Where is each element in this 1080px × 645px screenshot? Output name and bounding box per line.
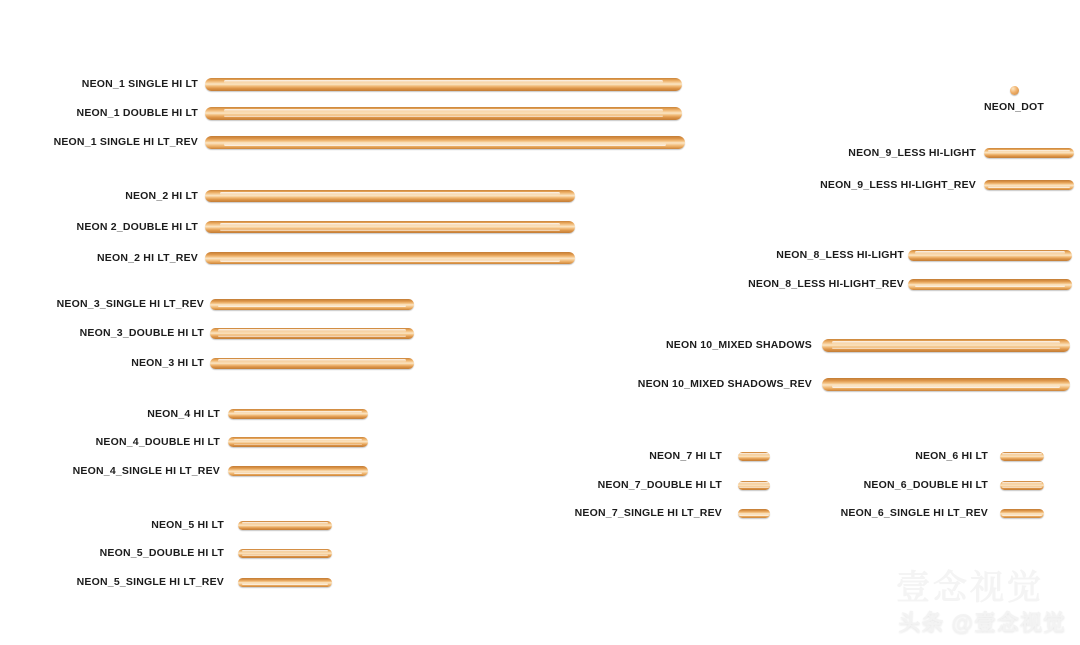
swatch-bar-fill <box>908 279 1072 290</box>
swatch-bar-fill <box>228 409 368 419</box>
watermark-ghost-text: 壹念视觉 <box>896 569 1044 607</box>
swatch-row[interactable] <box>66 354 204 372</box>
swatch-bar-fill <box>984 180 1074 190</box>
swatch-bar[interactable] <box>228 437 368 447</box>
swatch-bar[interactable] <box>210 358 414 369</box>
swatch-row-label: NEON_7_DOUBLE HI LT <box>597 479 722 491</box>
swatch-bar-fill <box>1000 509 1044 518</box>
swatch-bar-fill <box>238 549 332 558</box>
swatch-bar-fill <box>205 107 682 120</box>
swatch-row-label: NEON_2 HI LT <box>125 190 198 202</box>
swatch-row[interactable] <box>60 187 198 205</box>
swatch-bar-fill <box>205 252 575 264</box>
swatch-row-label: NEON_4_SINGLE HI LT_REV <box>72 465 220 477</box>
swatch-row[interactable] <box>40 573 224 591</box>
swatch-row-label: NEON_6_SINGLE HI LT_REV <box>840 507 988 519</box>
swatch-row-label: NEON_9_LESS HI-LIGHT <box>848 147 976 159</box>
neon-dot-icon <box>1010 86 1019 95</box>
swatch-bar-fill <box>822 339 1070 352</box>
swatch-bar-fill <box>238 521 332 530</box>
swatch-row[interactable] <box>56 544 224 562</box>
swatch-row[interactable] <box>582 447 722 465</box>
swatch-row[interactable] <box>826 476 988 494</box>
swatch-row-label: NEON_5_DOUBLE HI LT <box>99 547 224 559</box>
swatch-bar[interactable] <box>205 252 575 264</box>
swatch-bar[interactable] <box>984 148 1074 158</box>
swatch-bar-fill <box>984 148 1074 158</box>
swatch-bar[interactable] <box>908 279 1072 290</box>
swatch-row-label: NEON_9_LESS HI-LIGHT_REV <box>820 179 976 191</box>
swatch-row-label: NEON_3_SINGLE HI LT_REV <box>56 298 204 310</box>
swatch-bar[interactable] <box>738 509 770 518</box>
swatch-bar-fill <box>738 481 770 490</box>
swatch-row[interactable] <box>812 504 988 522</box>
swatch-row-label: NEON_4 HI LT <box>147 408 220 420</box>
swatch-bar[interactable] <box>210 328 414 339</box>
swatch-row[interactable] <box>570 476 722 494</box>
swatch-bar[interactable] <box>238 549 332 558</box>
swatch-bar[interactable] <box>205 136 685 149</box>
swatch-row[interactable] <box>740 246 904 264</box>
swatch-bar[interactable] <box>228 466 368 476</box>
swatch-row[interactable] <box>722 275 904 293</box>
swatch-row[interactable] <box>36 462 220 480</box>
swatch-row-label: NEON_7 HI LT <box>649 450 722 462</box>
watermark-brand-label: 头条 @壹念视觉 <box>898 610 1066 635</box>
swatch-row[interactable] <box>44 324 204 342</box>
swatch-bar-fill <box>210 299 414 310</box>
swatch-row[interactable] <box>80 405 220 423</box>
swatch-row[interactable] <box>838 447 988 465</box>
swatch-bar[interactable] <box>1000 481 1044 490</box>
swatch-bar[interactable] <box>822 339 1070 352</box>
swatch-bar[interactable] <box>984 180 1074 190</box>
neon-dot-swatch[interactable] <box>978 86 1050 116</box>
swatch-row[interactable] <box>48 249 198 267</box>
swatch-row-label: NEON_5 HI LT <box>151 519 224 531</box>
swatch-bar[interactable] <box>205 107 682 120</box>
swatch-bar[interactable] <box>738 452 770 461</box>
swatch-bar[interactable] <box>1000 509 1044 518</box>
swatch-bar-fill <box>238 578 332 587</box>
swatch-row-label: NEON_2 HI LT_REV <box>96 252 198 264</box>
swatch-bar-fill <box>738 509 770 518</box>
swatch-bar-fill <box>822 378 1070 391</box>
swatch-bar-fill <box>205 136 685 149</box>
swatch-row[interactable] <box>52 433 220 451</box>
swatch-row-label: NEON_1 DOUBLE HI LT <box>76 107 198 119</box>
swatch-row-label: NEON 2_DOUBLE HI LT <box>76 221 198 233</box>
swatch-bar[interactable] <box>205 190 575 202</box>
swatch-bar[interactable] <box>228 409 368 419</box>
swatch-bar-fill <box>228 437 368 447</box>
swatch-row[interactable] <box>620 336 812 354</box>
swatch-bar-fill <box>205 190 575 202</box>
swatch-bar-fill <box>205 78 682 91</box>
swatch-row-label: NEON_8_LESS HI-LIGHT <box>776 249 904 261</box>
swatch-row-label: NEON_7_SINGLE HI LT_REV <box>574 507 722 519</box>
swatch-row-label: NEON_3 HI LT <box>131 357 204 369</box>
swatch-row-label: NEON_6 HI LT <box>915 450 988 462</box>
swatch-bar-fill <box>228 466 368 476</box>
swatch-row[interactable] <box>558 504 722 522</box>
swatch-bar-fill <box>1000 481 1044 490</box>
swatch-bar[interactable] <box>205 78 682 91</box>
swatch-bar[interactable] <box>908 250 1072 261</box>
neon-dot-label: NEON_DOT <box>984 101 1044 113</box>
swatch-row[interactable] <box>38 104 198 122</box>
swatch-bar[interactable] <box>238 521 332 530</box>
swatch-row[interactable] <box>812 144 976 162</box>
swatch-bar[interactable] <box>822 378 1070 391</box>
swatch-row[interactable] <box>36 295 204 313</box>
swatch-row-label: NEON 10_MIXED SHADOWS_REV <box>637 378 812 390</box>
swatch-row[interactable] <box>792 176 976 194</box>
swatch-row-label: NEON_3_DOUBLE HI LT <box>79 327 204 339</box>
swatch-bar-fill <box>1000 452 1044 461</box>
swatch-bar-fill <box>205 221 575 233</box>
swatch-row-label: NEON_6_DOUBLE HI LT <box>863 479 988 491</box>
swatch-bar[interactable] <box>205 221 575 233</box>
swatch-row-label: NEON_1 SINGLE HI LT_REV <box>53 136 198 148</box>
swatch-row[interactable] <box>22 133 198 151</box>
swatch-row-label: NEON_5_SINGLE HI LT_REV <box>76 576 224 588</box>
swatch-row[interactable] <box>82 516 224 534</box>
swatch-bar-fill <box>908 250 1072 261</box>
swatch-bar[interactable] <box>210 299 414 310</box>
swatch-bar[interactable] <box>738 481 770 490</box>
watermark <box>898 606 1066 637</box>
swatch-bar-fill <box>738 452 770 461</box>
swatch-bar[interactable] <box>1000 452 1044 461</box>
swatch-row[interactable] <box>40 218 198 236</box>
swatch-bar-fill <box>210 358 414 369</box>
swatch-row-label: NEON_1 SINGLE HI LT <box>81 78 198 90</box>
swatch-row-label: NEON_8_LESS HI-LIGHT_REV <box>748 278 904 290</box>
swatch-bar-fill <box>210 328 414 339</box>
swatch-row[interactable] <box>600 375 812 393</box>
swatch-row-label: NEON 10_MIXED SHADOWS <box>666 339 812 351</box>
swatch-row[interactable] <box>38 75 198 93</box>
swatch-bar[interactable] <box>238 578 332 587</box>
swatch-row-label: NEON_4_DOUBLE HI LT <box>95 436 220 448</box>
